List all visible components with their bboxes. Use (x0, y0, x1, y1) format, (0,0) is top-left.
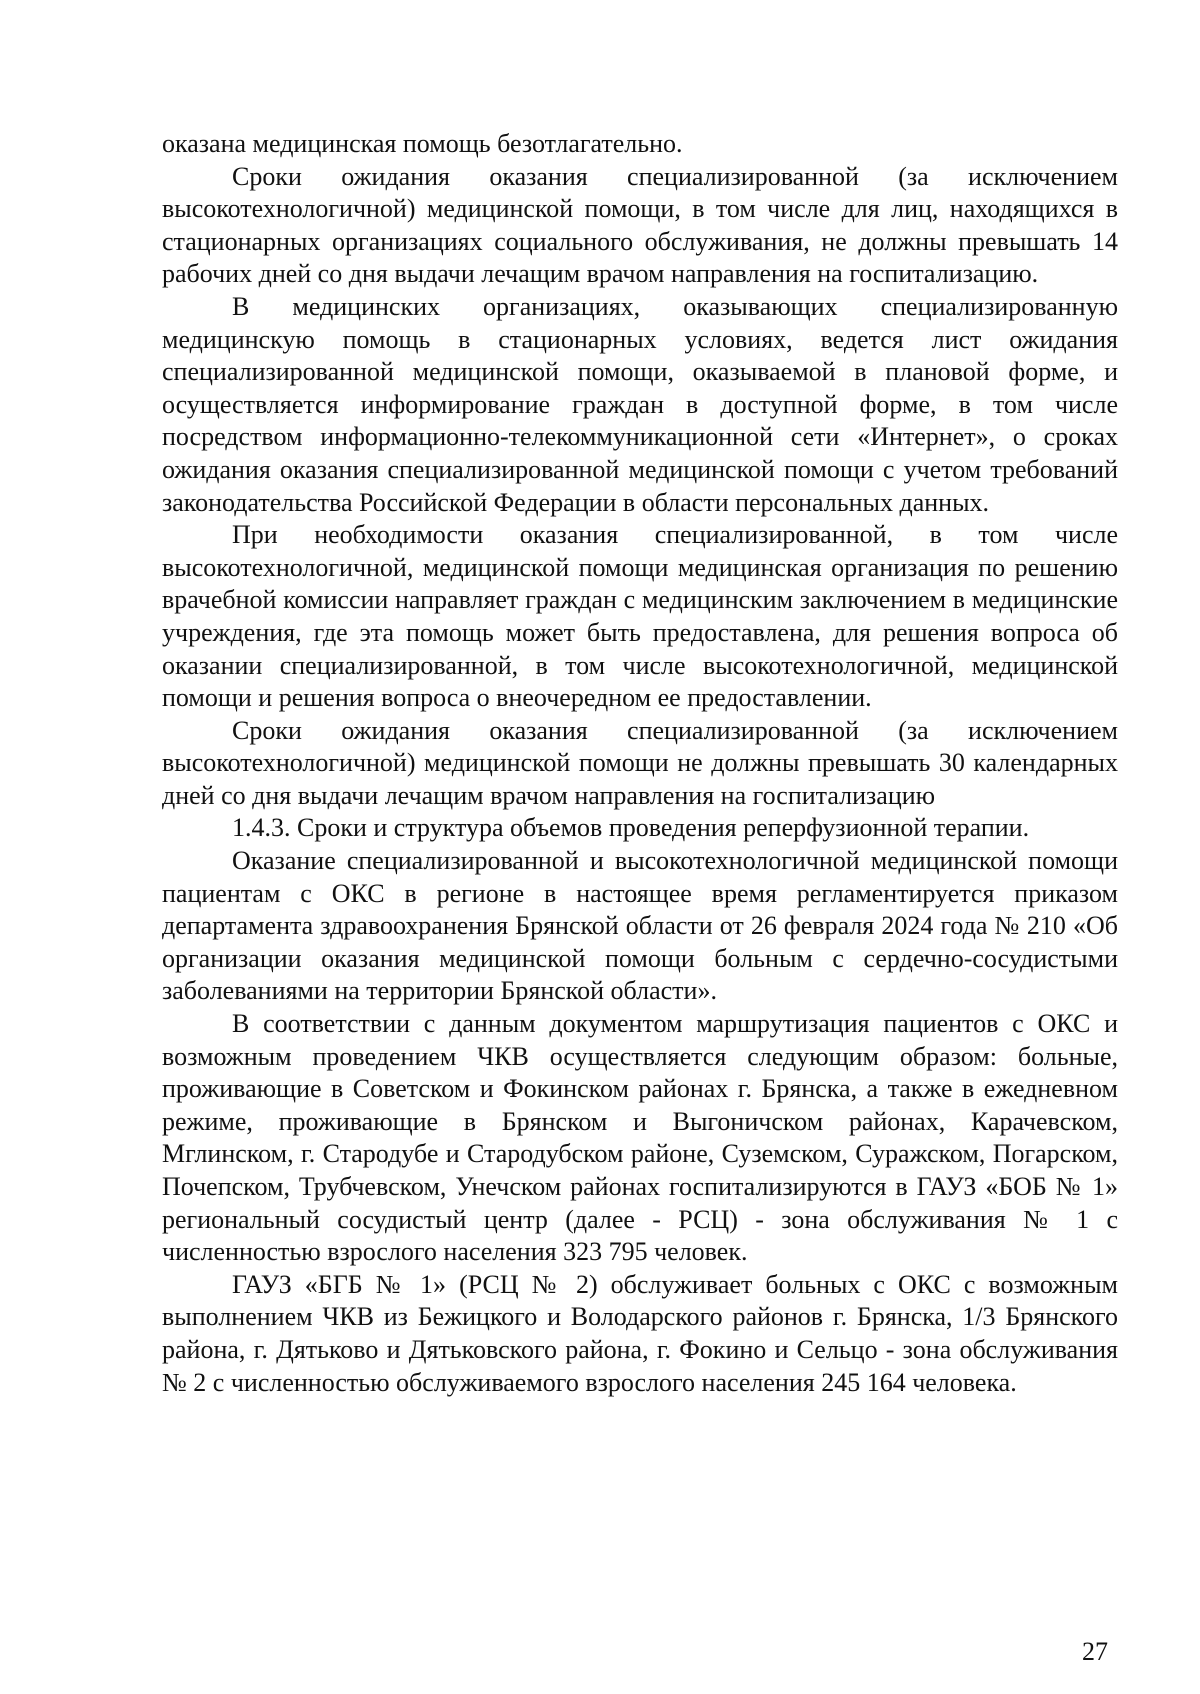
page-number: 27 (1082, 1637, 1108, 1666)
paragraph-waiting-period-30-days: Сроки ожидания оказания специализированной (за исключением высокотехнологичной) медицинской помощи не должны превышать 30 календарных дней со дня выдачи лечащим врачом направления на госпитализацию (162, 715, 1118, 810)
paragraph-continuation: оказана медицинская помощь безотлагательно. (162, 129, 683, 158)
document-body (162, 128, 1118, 1399)
paragraph-referral-commission: При необходимости оказания специализированной, в том числе высокотехнологичной, медицинской помощи медицинская организация по решению врачебной комиссии направляет граждан с медицинским заключением в медицинские учреждения, где эта помощь может быть предоставлена, для решения вопроса об оказании специализированной, в том числе высокотехнологичной, медицинской помощи и решения вопроса о внеочередном ее предоставлении. (162, 520, 1118, 713)
section-heading-1-4-3: 1.4.3. Сроки и структура объемов проведения реперфузионной терапии. (232, 813, 1030, 843)
paragraph-routing-zone-2: ГАУЗ «БГБ № 1» (РСЦ № 2) обслуживает больных с ОКС с возможным выполнением ЧКВ из Бежицкого и Володарского районов г. Брянска, 1/3 Брянского района, г. Дятьково и Дятьковского района, г. Фокино и Сельцо - зона обслуживания № 2 с численностью обслуживаемого взрослого населения 245 164 человека. (162, 1269, 1118, 1397)
paragraph-waiting-period-14-days: Сроки ожидания оказания специализированной (за исключением высокотехнологичной) медицинской помощи, в том числе для лиц, находящихся в стационарных организациях социального обслуживания, не должны превышать 14 рабочих дней со дня выдачи лечащим врачом направления на госпитализацию. (162, 161, 1118, 289)
paragraph-routing-zone-1: В соответствии с данным документом маршрутизация пациентов с ОКС и возможным проведением ЧКВ осуществляется следующим образом: больные, проживающие в Советском и Фокинском районах г. Брянска, а также в ежедневном режиме, проживающие в Брянском и Выгоничском районах, Карачевском, Мглинском, г. Стародубе и Стародубском районе, Суземском, Суражском, Погарском, Почепском, Трубчевском, Унечском районах госпитализируются в ГАУЗ «БОБ № 1» региональный сосудистый центр (далее - РСЦ) - зона обслуживания № 1 с численностью взрослого населения 323 795 человек. (162, 1009, 1118, 1267)
paragraph-regulation-order: Оказание специализированной и высокотехнологичной медицинской помощи пациентам с ОКС в регионе в настоящее время регламентируется приказом департамента здравоохранения Брянской области от 26 февраля 2024 года № 210 «Об организации оказания медицинской помощи больным с сердечно-сосудистыми заболеваниями на территории Брянской области». (162, 846, 1118, 1006)
paragraph-waiting-list: В медицинских организациях, оказывающих специализированную медицинскую помощь в стационарных условиях, ведется лист ожидания специализированной медицинской помощи, оказываемой в плановой форме, и осуществляется информирование граждан в доступной форме, в том числе посредством информационно-телекоммуникационной сети «Интернет», о сроках ожидания оказания специализированной медицинской помощи с учетом требований законодательства Российской Федерации в области персональных данных. (162, 291, 1118, 517)
